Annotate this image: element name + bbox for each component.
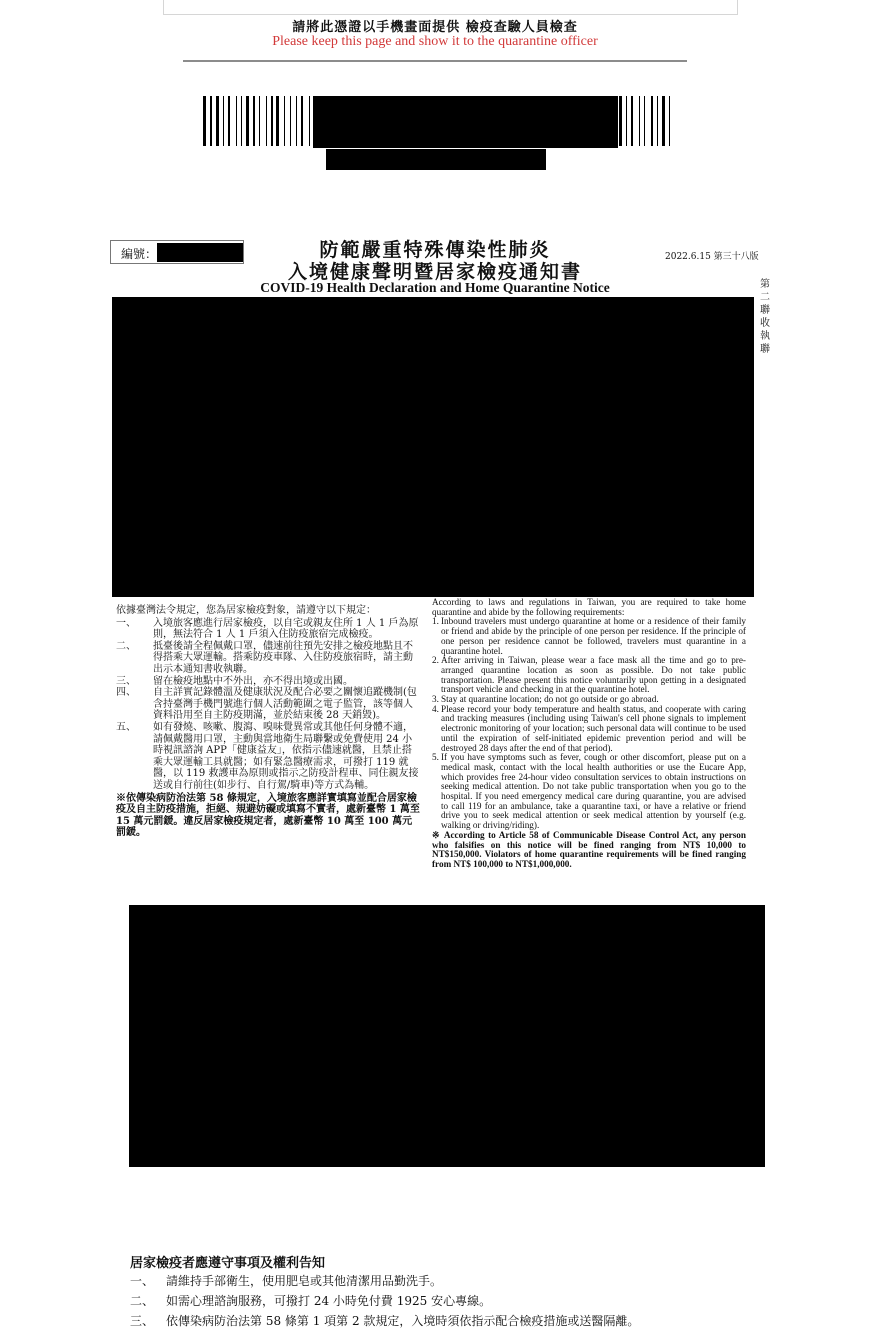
rule-text: 入境旅客應進行居家檢疫，以自宅或親友住所 1 人 1 戶為原則，無法符合 1 人 1 戶須入住防疫旅宿完成檢疫。 [153,617,419,641]
rules-zh-column [116,605,421,839]
barcode-bar [662,96,665,146]
barcode-bar [271,96,273,146]
rights-item [130,1311,770,1331]
rule-text: After arriving in Taiwan, please wear a face mask all the time and go to pre-arranged quarantine location as soon as possible. Do not take public transportation. Please present this notice voluntarily upon getting in a designated transport vehicle and checking in at the quarantine hotel. [441,655,746,695]
rules-zh-item [116,687,421,722]
barcode-bar [223,96,224,146]
rule-text: Stay at quarantine location; do not go outside or go abroad. [441,694,659,705]
rights-item [130,1271,770,1291]
rules-zh-item [116,618,421,641]
barcode-bar [301,96,303,146]
barcode-number-redaction [326,149,546,170]
barcode-bar [290,96,291,146]
show-officer-notice-zh: 請將此憑證以手機畫面提供 檢疫查驗人員檢查 [292,20,578,35]
barcode-bar [259,96,260,146]
barcode-bar [309,96,310,146]
rule-number: 四、 [116,687,136,699]
rule-text: If you have symptoms such as fever, cough or other discomfort, please put on a medical mask, contact with the local health authorities or use the Eucare App, which provides free 24-hour video consultation services to obtain instructions on seeking medical attention. Do not take public transportation when you go to the hospital. If you need emergency medical care during quarantine, you are advised to call 119 for an ambulance, take a quarantine taxi, or have a relative or friend drive you to seek medical attention or seek medical attention by yourself (e.g. walking or driving/riding). [441,752,746,831]
barcode-bar [657,96,658,146]
rights-item [130,1291,770,1311]
barcode-bar [210,96,212,146]
rights-text: 請維持手部衛生，使用肥皂或其他清潔用品勤洗手。 [166,1274,443,1288]
barcode-bar [228,96,230,146]
show-officer-notice-en: Please keep this page and show it to the quarantine officer [272,34,598,49]
lower-section-redaction [129,905,765,1167]
barcode-bar [241,96,242,146]
barcode-bar [644,96,645,146]
barcode-bar [246,96,249,146]
rule-number: 五、 [116,721,136,733]
rules-en-item [432,617,746,656]
barcode-bar [626,96,627,146]
form-title-zh-line1: 防範嚴重特殊傳染性肺炎 [319,239,551,261]
barcode-bar [253,96,255,146]
rule-text: 留在檢疫地點中不外出，亦不得出境或出國。 [153,675,353,687]
rights-number: 三、 [130,1314,155,1328]
personal-info-redaction [112,297,754,597]
barcode-bar [276,96,279,146]
rules-en-item [432,753,746,831]
rules-zh-penalty: ※依傳染病防治法第 58 條規定，入境旅客應詳實填寫並配合居家檢疫及自主防疫措施，拒絕、規避妨礙或填寫不實者，處新臺幣 1 萬至 15 萬元罰鍰。違反居家檢疫規定者，處新臺幣 10 萬至 100 萬元罰鍰。 [116,792,420,839]
rights-text: 依傳染病防治法第 58 條第 1 項第 2 款規定，入境時須依指示配合檢疫措施或送醫隔離。 [166,1314,640,1328]
form-version: 2022.6.15 第三十八版 [665,252,759,262]
rules-en-item [432,705,746,754]
rule-number: 2. [432,655,439,666]
rules-zh-item [116,641,421,676]
rights-number: 一、 [130,1274,155,1288]
barcode-bar [284,96,285,146]
rules-en-column [432,598,746,870]
divider [183,60,687,62]
rights-number: 二、 [130,1294,155,1308]
rule-text: 如有發燒、咳嗽、腹瀉、嗅味覺異常或其他任何身體不適，請佩戴醫用口罩，主動與當地衛生局聯繫或免費使用 24 小時視訊諮詢 APP「健康益友」，依指示儘速就醫，且禁止搭乘大眾運輸工具就醫；如有緊急醫療需求，可撥打 119 就醫，以 119 救護車為原則或指示之防疫計程車、同住親友接送或自行前往(如步行、自行駕/騎車)等方式為輔。 [153,721,419,791]
barcode-bar [631,96,633,146]
rule-text: 抵臺後請全程佩戴口罩，儘速前往預先安排之檢疫地點且不得搭乘大眾運輸。搭乘防疫車隊、入住防疫旅宿時，請主動出示本通知書收執聯。 [153,640,413,675]
rule-text: 自主詳實記錄體溫及健康狀況及配合必要之關懷追蹤機制(包含持臺灣手機門號進行個人活動範圍之電子監管，該等個人資料沿用至自主防疫期滿，並於結束後 28 天銷毀)。 [153,687,417,722]
barcode-bar [203,96,206,146]
rule-number: 1. [432,616,439,627]
barcode-bar [236,96,237,146]
rights-notice-list [130,1271,770,1331]
barcode-bar [669,96,670,146]
rule-text: Inbound travelers must undergo quarantine at home or a residence of their family or friend and abide by the principle of one person per residence. If the principle of one person per residence cannot be followed, travelers must quarantine in a quarantine hotel. [441,616,746,656]
rights-text: 如需心理諮詢服務，可撥打 24 小時免付費 1925 安心專線。 [166,1294,492,1308]
rights-notice-title: 居家檢疫者應遵守事項及權利告知 [130,1256,326,1271]
rule-number: 一、 [116,617,136,629]
rules-en-penalty: ※ According to Article 58 of Communicable Disease Control Act, any person who falsifies on this notice will be fined ranging from NT$ 10,000 to NT$150,000. Violators of home quarantine requirements will be fined ranging from NT$ 100,000 to NT$1,000,000. [432,829,746,869]
serial-number-label: 編號： [121,247,158,261]
copy-side-label: 第二聯 收執聯 [760,279,770,355]
rule-number: 二、 [116,640,136,652]
rule-text: Please record your body temperature and health status, and cooperate with caring and tracking measures (including using Taiwan's cell phone signals to implement electronic monitoring of your location; such personal data will continue to be used until the expiration of self-initiated epidemic prevention period and will be destroyed 28 days after the end of that period). [441,703,746,753]
barcode-bar [639,96,640,146]
rule-number: 3. [432,694,439,705]
barcode-bar [619,96,622,146]
barcode-bar [266,96,267,146]
rule-number: 4. [432,703,439,714]
rule-number: 三、 [116,675,136,687]
rules-en-intro: According to laws and regulations in Taiwan, you are required to take home quarantine and abide by the following requirements: [432,597,746,617]
rule-number: 5. [432,752,439,763]
rules-en-item [432,656,746,695]
rules-zh-intro: 依據臺灣法令規定，您為居家檢疫對象，請遵守以下規定： [116,605,376,616]
form-title-zh-line2: 入境健康聲明暨居家檢疫通知書 [287,261,582,283]
rules-zh-item [116,722,421,792]
top-frame-border [163,0,738,15]
barcode-bar [296,96,297,146]
barcode-redaction [313,96,618,148]
rules-zh-item [116,676,421,688]
form-title-en: COVID-19 Health Declaration and Home Quarantine Notice [260,280,610,295]
barcode-bar [216,96,219,146]
barcode-bar [651,96,653,146]
